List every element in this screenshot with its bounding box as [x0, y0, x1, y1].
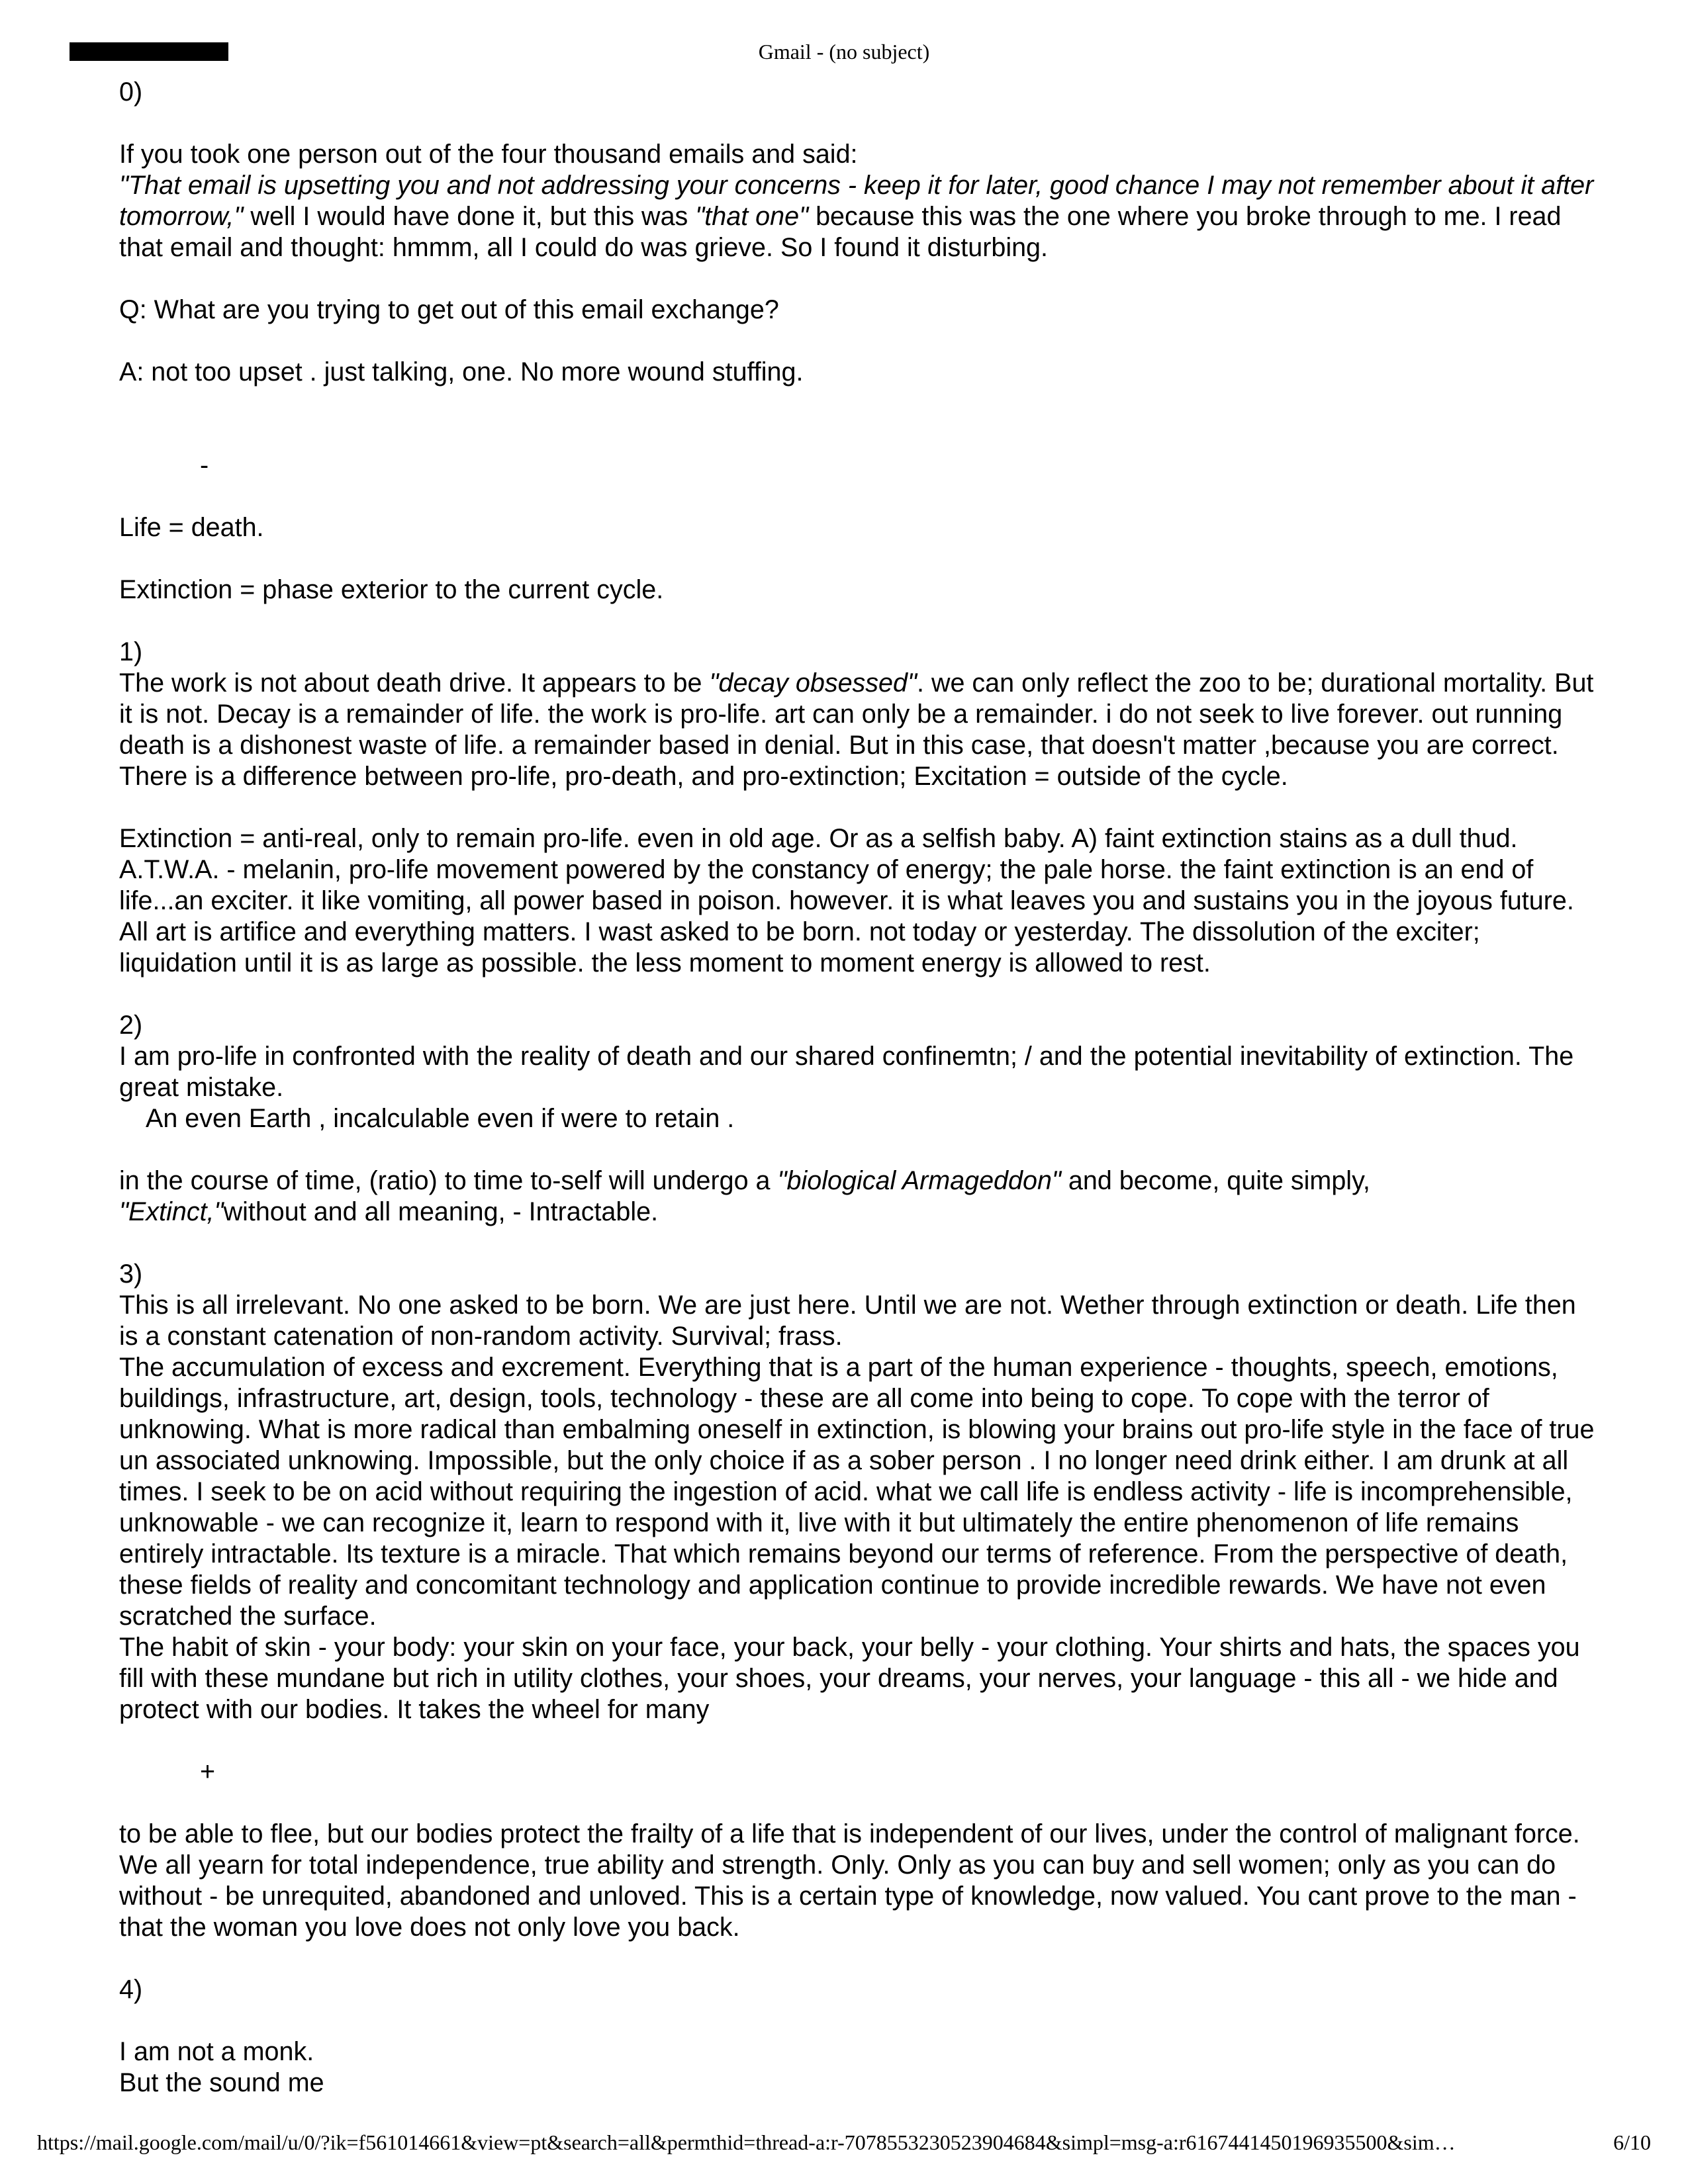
question-line: Q: What are you trying to get out of this email exchange?: [119, 295, 779, 324]
section-2-text-c3: without and all meaning, - Intractable.: [223, 1197, 659, 1226]
section-2-number: 2): [119, 1011, 143, 1040]
section-3-text-c: The habit of skin - your body: your skin on your face, your back, your belly - your clothing. Your shirts and hats, the spaces you fill with these mundane but rich in utility clothes, your shoes, your dreams, your nerves, your language - this all - we hide and protect with our bodies. It takes the wheel for many: [119, 1633, 1580, 1724]
section-4-number: 4): [119, 1975, 143, 2004]
section-4-text-a: I am not a monk.: [119, 2037, 314, 2066]
section-0-mid-2: because this was the one where you broke through to me. I read that email and thought: hmmm, all I could do was grieve. So I found it disturbing.: [119, 202, 1562, 262]
page-header-title: Gmail - (no subject): [758, 40, 930, 64]
section-3-number: 3): [119, 1259, 143, 1289]
dash-separator: -: [200, 451, 209, 480]
section-2-text-a: I am pro-life in confronted with the reality of death and our shared confinemtn; / and the potential inevitability of extinction. The great mistake.: [119, 1042, 1574, 1102]
section-2-text-c2: and become, quite simply,: [1060, 1166, 1370, 1195]
section-0-number: 0): [119, 77, 143, 107]
section-1-decay-obsessed: "decay obsessed": [709, 668, 917, 698]
section-3-text-b: The accumulation of excess and excrement. Everything that is a part of the human experience - thoughts, speech, emotions, buildings, infrastructure, art, design, tools, technology - these are all come into being to cope. To cope with the terror of unknowing. What is more radical than embalming oneself in extinction, is blowing your brains out pro-life style in the face of true un associated unknowing. Impossible, but the only choice if as a sober person . I no longer need drink either. I am drunk at all times. I seek to be on acid without requiring the ingestion of acid. what we call life is endless activity - life is incomprehensible, unknowable - we can recognize it, learn to respond with it, live with it but ultimately the entire phenomenon of life remains entirely intractable. Its texture is a miracle. That which remains beyond our terms of reference. From the perspective of death, these fields of reality and concomitant technology and application continue to provide incredible rewards. We have not even scratched the surface.: [119, 1353, 1595, 1631]
section-2-paragraph: [119, 1165, 1602, 1228]
section-0-mid-1: well I would have done it, but this was: [243, 202, 696, 231]
section-0-quote: "That email is upsetting you and not addressing your concerns - keep it for later, good chance I may not remember about it after tomorrow,": [119, 171, 1594, 231]
section-2-armageddon: "biological Armageddon": [777, 1166, 1061, 1195]
section-1-number: 1): [119, 637, 143, 666]
section-1-text-a: The work is not about death drive. It appears to be: [119, 668, 710, 698]
section-0-that-one: "that one": [695, 202, 809, 231]
extinction-definition-2: Extinction = anti-real, only to remain pro-life. even in old age. Or as a selfish baby. A) faint extinction stains as a dull thud. A.T.W.A. - melanin, pro-life movement powered by the constancy of energy; the pale horse. the faint extinction is an end of life...an exciter. it like vomiting, all power based in poison. however. it is what leaves you and sustains you in the joyous future. All art is artifice and everything matters. I wast asked to be born. not today or yesterday. The dissolution of the exciter; liquidation until it is as large as possible. the less moment to moment energy is allowed to rest.: [119, 824, 1574, 978]
section-1-text-b: . we can only reflect the zoo to be; durational mortality. But it is not. Decay is a remainder of life. the work is pro-life. art can only be a remainder. i do not seek to live forever. out running death is a dishonest waste of life. a remainder based in denial. But in this case, that doesn't matter ,because you are correct. There is a difference between pro-life, pro-death, and pro-extinction; Excitation = outside of the cycle.: [119, 668, 1594, 791]
plus-separator: +: [200, 1757, 216, 1786]
page-number: 6/10: [1613, 2130, 1651, 2154]
footer-url: https://mail.google.com/mail/u/0/?ik=f561014661&view=pt&search=all&permthid=thread-a:r-7078553230523904684&simpl=msg-a:r6167441450196935500&sim…: [37, 2130, 1456, 2154]
section-4-text-b: But the sound me: [119, 2068, 324, 2097]
email-body: [119, 77, 1602, 2099]
section-0-paragraph: [119, 170, 1602, 263]
extinction-definition-1: Extinction = phase exterior to the current cycle.: [119, 575, 664, 604]
page-footer: [37, 2129, 1651, 2156]
section-0-intro: If you took one person out of the four thousand emails and said:: [119, 140, 858, 169]
section-2-extinct: "Extinct,": [119, 1197, 224, 1226]
section-2-text-c1: in the course of time, (ratio) to time to-self will undergo a: [119, 1166, 778, 1195]
section-1-paragraph: [119, 668, 1602, 792]
life-equals-death: Life = death.: [119, 513, 264, 542]
section-2-text-b: An even Earth , incalculable even if were to retain .: [146, 1104, 735, 1133]
section-3-text-a: This is all irrelevant. No one asked to be born. We are just here. Until we are not. Wether through extinction or death. Life then is a constant catenation of non-random activity. Survival; frass.: [119, 1291, 1576, 1351]
answer-line: A: not too upset . just talking, one. No more wound stuffing.: [119, 357, 804, 387]
section-3-text-d: to be able to flee, but our bodies protect the frailty of a life that is independent of our lives, under the control of malignant force. We all yearn for total independence, true ability and strength. Only. Only as you can buy and sell women; only as you can do without - be unrequited, abandoned and unloved. This is a certain type of knowledge, now valued. You cant prove to the man - that the woman you love does not only love you back.: [119, 1819, 1580, 1942]
